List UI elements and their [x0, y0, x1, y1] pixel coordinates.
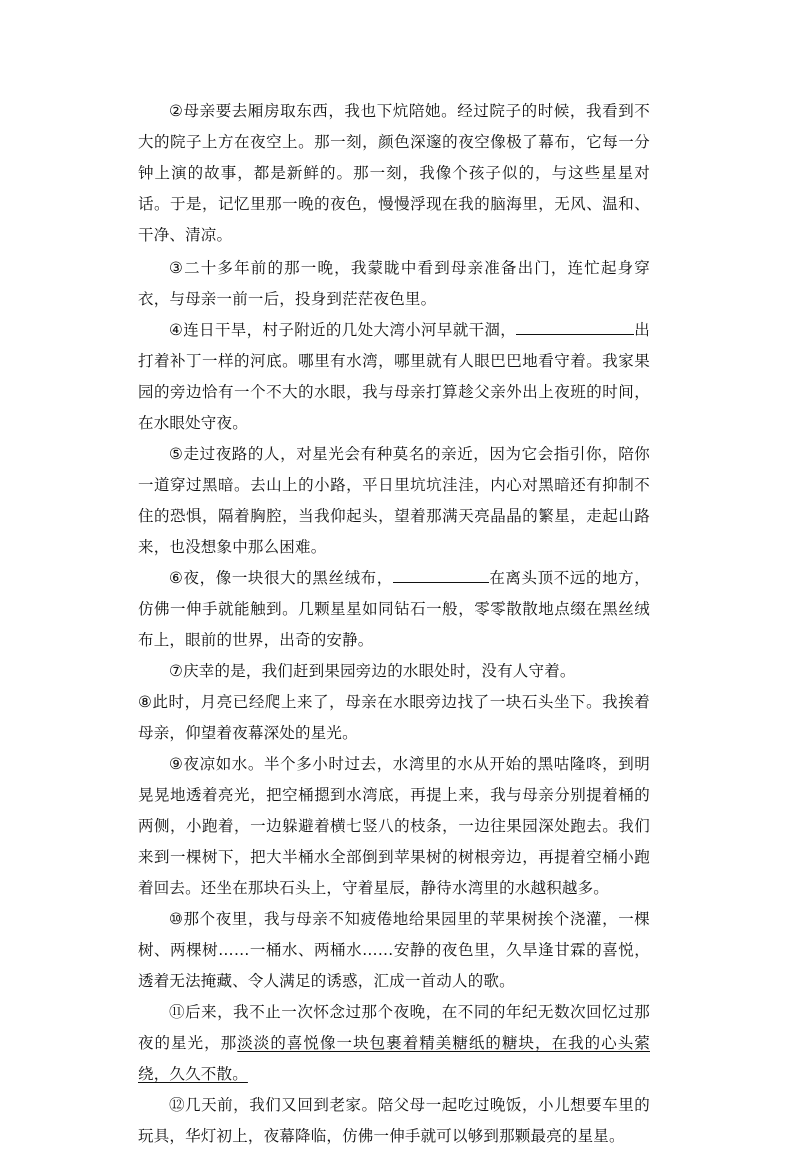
paragraph-8: ⑧此时，月亮已经爬上来了，母亲在水眼旁边找了一块石头坐下。我挨着母亲，仰望着夜幕深处的星光。 — [138, 693, 650, 742]
fill-blank-2[interactable] — [393, 565, 489, 583]
paragraph-6-before: ⑥夜，像一块很大的黑丝绒布， — [169, 569, 393, 587]
paragraph-9: ⑨夜凉如水。半个多小时过去，水湾里的水从开始的黑咕隆咚，到明晃晃地透着亮光，把空桶摁到水湾底，再提上来，我与母亲分别提着桶的两侧，小跑着，一边躲避着横七竖八的枝条，一边往果园深处跑去。我们来到一棵树下，把大半桶水全部倒到苹果树的树根旁边，再提着空桶小跑着回去。还坐在那块石头上，守着星辰，静待水湾里的水越积越多。 — [138, 755, 650, 897]
paragraph-2: ②母亲要去厢房取东西，我也下炕陪她。经过院子的时候，我看到不大的院子上方在夜空上。那一刻，颜色深邃的夜空像极了幕布，它每一分钟上演的故事，都是新鲜的。那一刻，我像个孩子似的，与这些星星对话。于是，记忆里那一晚的夜色，慢慢浮现在我的脑海里，无风、温和、干净、清凉。 — [138, 102, 650, 244]
paragraph-3: ③二十多年前的那一晚，我蒙眬中看到母亲准备出门，连忙起身穿衣，与母亲一前一后，投身到茫茫夜色里。 — [138, 259, 650, 308]
paragraph-11 — [138, 997, 650, 1090]
document-page — [138, 96, 650, 1152]
underlined-sentence: 淡淡的喜悦像一块包裹着精美糖纸的糖块，在我的心头萦绕，久久不散。 — [138, 1034, 650, 1083]
paragraph-11-before: ⑪后来，我不止一次怀念过那个夜晚，在不同的年纪无数次回忆过那夜的星光，那 — [138, 1003, 650, 1052]
paragraph-12: ⑫几天前，我们又回到老家。陪父母一起吃过晚饭，小儿想要车里的玩具，华灯初上，夜幕降临，仿佛一伸手就可以够到那颗最亮的星星。 — [138, 1096, 650, 1145]
paragraph-4-after: 出打着补丁一样的河底。哪里有水湾，哪里就有人眼巴巴地看守着。我家果园的旁边恰有一个不大的水眼，我与母亲打算趁父亲外出上夜班的时间，在水眼处守夜。 — [138, 321, 650, 432]
paragraph-10: ⑩那个夜里，我与母亲不知疲倦地给果园里的苹果树挨个浇灌，一棵树、两棵树……一桶水、两桶水……安静的夜色里，久旱逢甘霖的喜悦，透着无法掩藏、令人满足的诱惑，汇成一首动人的歌。 — [138, 910, 650, 990]
paragraph-7: ⑦庆幸的是，我们赶到果园旁边的水眼处时，没有人守着。 — [169, 662, 576, 680]
paragraph-4 — [138, 315, 650, 439]
paragraph-4-before: ④连日干旱，村子附近的几处大湾小河早就干涸， — [169, 321, 517, 339]
paragraph-6 — [138, 563, 650, 656]
fill-blank-1[interactable] — [516, 317, 634, 335]
paragraph-6-after: 在离头顶不远的地方，仿佛一伸手就能触到。几颗星星如同钻石一般，零零散散地点缀在黑丝绒布上，眼前的世界，出奇的安静。 — [138, 569, 650, 649]
paragraph-5: ⑤走过夜路的人，对星光会有种莫名的亲近，因为它会指引你，陪你一道穿过黑暗。去山上的小路，平日里坑坑洼洼，内心对黑暗还有抑制不住的恐惧，隔着胸腔，当我仰起头，望着那满天亮晶晶的繁星，走起山路来，也没想象中那么困难。 — [138, 445, 650, 556]
